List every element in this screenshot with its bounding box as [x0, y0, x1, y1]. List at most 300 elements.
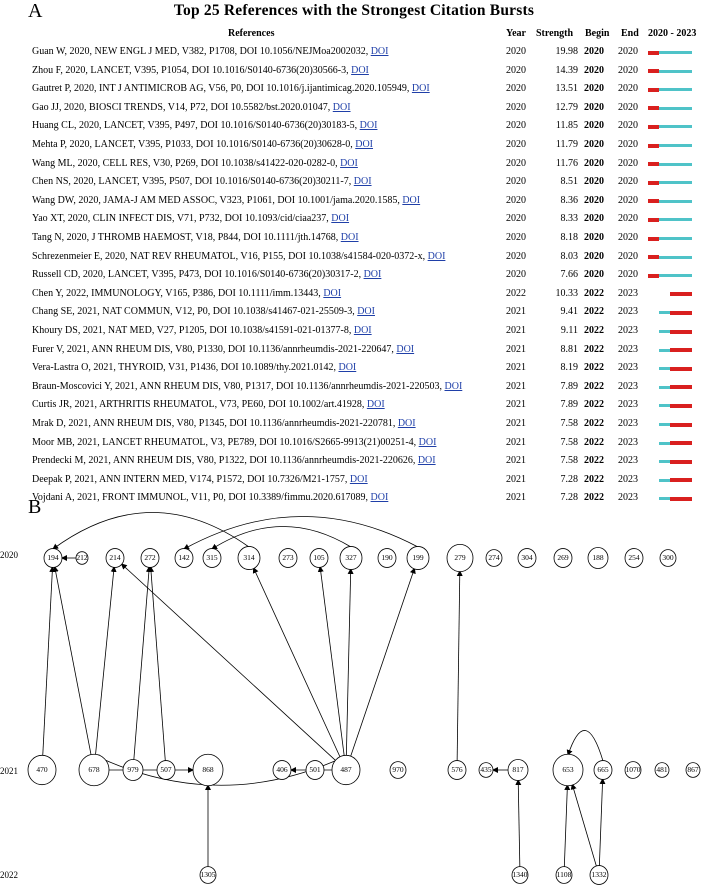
baseline-segment — [670, 107, 681, 110]
reference-text: Curtis JR, 2021, ARTHRITIS RHEUMATOL, V73, PE60, DOI 10.1002/art.41928, — [32, 399, 367, 411]
strength-cell: 7.58 — [560, 418, 578, 429]
burst-timeline — [648, 442, 692, 445]
baseline-segment — [670, 125, 681, 128]
end-cell: 2020 — [618, 176, 638, 188]
network-node — [508, 760, 528, 781]
network-node — [28, 755, 56, 784]
end-cell: 2023 — [618, 455, 638, 467]
doi-link[interactable]: DOI — [349, 473, 368, 485]
reference-cell — [32, 474, 368, 485]
node-label: 406 — [276, 765, 288, 775]
year-cell: 2021 — [506, 380, 526, 392]
table-row — [0, 340, 708, 360]
node-label: 1332 — [591, 870, 607, 880]
header-strength: Strength — [536, 28, 574, 39]
year-cell: 2020 — [506, 64, 526, 76]
node-label: 435 — [480, 765, 492, 775]
burst-timeline — [648, 349, 692, 352]
network-node — [594, 761, 612, 780]
reference-cell — [32, 139, 373, 150]
begin-cell: 2020 — [584, 101, 604, 113]
reference-text: Gautret P, 2020, INT J ANTIMICROB AG, V56, P0, DOI 10.1016/j.ijantimicag.2020.105949, — [32, 83, 412, 95]
burst-segment — [681, 367, 692, 371]
year-cell: 2020 — [506, 46, 526, 57]
baseline-segment — [659, 218, 670, 221]
burst-segment — [670, 423, 681, 427]
year-cell: 2022 — [506, 287, 526, 299]
year-cell: 2021 — [506, 306, 526, 318]
network-node — [44, 549, 62, 568]
table-row — [0, 172, 708, 192]
burst-segment — [681, 348, 692, 352]
reference-cell — [32, 46, 388, 57]
reference-text: Moor MB, 2021, LANCET RHEUMATOL, V3, PE789, DOI 10.1016/S2665-9913(21)00251-4, — [32, 436, 419, 448]
header-references: References — [228, 28, 275, 39]
burst-timeline — [648, 181, 692, 184]
reference-text: Yao XT, 2020, CLIN INFECT DIS, V71, P732, DOI 10.1093/cid/ciaa237, — [32, 213, 332, 225]
network-edge — [184, 516, 418, 549]
strength-cell: 12.79 — [555, 101, 578, 113]
node-label: 1340 — [512, 870, 528, 880]
reference-text: Mehta P, 2020, LANCET, V395, P1033, DOI 10.1016/S0140-6736(20)30628-0, — [32, 139, 356, 150]
network-node — [157, 761, 175, 780]
node-label: 304 — [521, 553, 533, 563]
network-node — [378, 549, 396, 568]
network-node — [279, 549, 297, 568]
node-label: 314 — [243, 553, 255, 563]
network-node — [390, 762, 406, 779]
network-edge — [151, 567, 166, 761]
network-node — [76, 552, 88, 565]
year-axis-label: 2021 — [0, 766, 18, 776]
table-row — [0, 451, 708, 471]
reference-cell — [32, 269, 381, 280]
baseline-segment — [681, 218, 692, 221]
baseline-segment — [670, 256, 681, 259]
baseline-segment — [659, 51, 670, 54]
burst-timeline — [648, 460, 692, 463]
end-cell: 2023 — [618, 380, 638, 392]
strength-cell: 9.41 — [560, 306, 578, 318]
reference-text: Tang N, 2020, J THROMB HAEMOST, V18, P844, DOI 10.1111/jth.14768, — [32, 232, 341, 243]
baseline-segment — [659, 423, 670, 426]
reference-cell — [32, 418, 416, 429]
burst-segment — [648, 125, 659, 129]
node-label: 817 — [512, 765, 524, 775]
node-label: 279 — [454, 553, 466, 563]
burst-segment — [648, 69, 659, 73]
doi-link[interactable]: DOI — [444, 380, 463, 392]
begin-cell: 2020 — [584, 64, 604, 76]
table-row — [0, 470, 708, 490]
burst-timeline — [648, 386, 692, 389]
reference-text: Wang DW, 2020, JAMA-J AM MED ASSOC, V323, P1061, DOI 10.1001/jama.2020.1585, — [32, 194, 403, 206]
begin-cell: 2022 — [584, 418, 604, 429]
strength-cell: 14.39 — [555, 64, 578, 76]
network-node — [686, 763, 700, 778]
node-label: 300 — [662, 553, 674, 563]
table-row — [0, 395, 708, 415]
node-label: 188 — [592, 553, 604, 563]
node-label: 273 — [282, 553, 294, 563]
baseline-segment — [670, 88, 681, 91]
doi-link[interactable]: DOI — [332, 101, 351, 113]
reference-text: Zhou F, 2020, LANCET, V395, P1054, DOI 10.1016/S0140-6736(20)30566-3, — [32, 64, 352, 76]
burst-segment — [648, 88, 659, 92]
end-cell: 2020 — [618, 120, 638, 132]
begin-cell: 2022 — [584, 362, 604, 374]
doi-link[interactable]: DOI — [351, 64, 369, 76]
node-label: 199 — [412, 553, 424, 563]
burst-timeline — [648, 88, 692, 91]
node-label: 272 — [144, 553, 156, 563]
network-node — [556, 867, 572, 884]
reference-text: Braun-Moscovici Y, 2021, ANN RHEUM DIS, V80, P1317, DOI 10.1136/annrheumdis-2021-220503, — [32, 380, 445, 392]
year-cell: 2021 — [506, 473, 526, 485]
doi-link[interactable]: DOI — [402, 194, 421, 206]
strength-cell: 7.58 — [560, 455, 578, 467]
baseline-segment — [670, 218, 681, 221]
reference-cell — [32, 306, 375, 317]
burst-segment — [681, 330, 692, 334]
year-cell: 2020 — [506, 176, 526, 188]
table-row — [0, 358, 708, 378]
network-edge — [95, 567, 114, 755]
burst-segment — [648, 274, 659, 278]
end-cell: 2023 — [618, 418, 638, 429]
baseline-segment — [659, 237, 670, 240]
doi-link[interactable]: DOI — [396, 343, 415, 355]
node-label: 315 — [206, 553, 218, 563]
network-edge — [572, 784, 596, 866]
begin-cell: 2022 — [584, 399, 604, 411]
baseline-segment — [659, 460, 670, 463]
year-cell: 2020 — [506, 139, 526, 150]
reference-cell — [32, 176, 372, 187]
strength-cell: 8.19 — [560, 362, 578, 374]
burst-segment — [648, 144, 659, 148]
reference-text: Wang ML, 2020, CELL RES, V30, P269, DOI 10.1038/s41422-020-0282-0, — [32, 157, 341, 169]
burst-segment — [681, 460, 692, 464]
burst-timeline — [648, 404, 692, 407]
baseline-segment — [670, 70, 681, 73]
network-edge — [43, 567, 53, 756]
doi-link[interactable]: DOI — [418, 436, 437, 448]
strength-cell: 10.33 — [555, 287, 578, 299]
strength-cell: 8.03 — [560, 250, 578, 262]
strength-cell: 19.98 — [555, 46, 578, 57]
year-cell: 2020 — [506, 120, 526, 132]
node-label: 142 — [178, 553, 190, 563]
end-cell: 2020 — [618, 101, 638, 113]
reference-cell — [32, 232, 359, 243]
doi-link[interactable]: DOI — [355, 139, 374, 150]
reference-text: Vera-Lastra O, 2021, THYROID, V31, P1436, DOI 10.1089/thy.2021.0142, — [32, 362, 339, 374]
strength-cell: 8.51 — [560, 176, 578, 188]
reference-text: Mrak D, 2021, ANN RHEUM DIS, V80, P1345, DOI 10.1136/annrheumdis-2021-220781, — [32, 418, 398, 429]
burst-segment — [681, 404, 692, 408]
doi-link[interactable]: DOI — [357, 306, 375, 318]
doi-link[interactable]: DOI — [427, 250, 446, 262]
burst-segment — [681, 385, 692, 389]
baseline-segment — [681, 256, 692, 259]
burst-timeline — [648, 125, 692, 128]
doi-link[interactable]: DOI — [338, 362, 357, 374]
burst-timeline — [648, 423, 692, 426]
node-label: 1108 — [556, 870, 572, 880]
year-cell: 2021 — [506, 436, 526, 448]
node-label: 327 — [345, 553, 357, 563]
reference-text: Russell CD, 2020, LANCET, V395, P473, DOI 10.1016/S0140-6736(20)30317-2, — [32, 269, 364, 281]
strength-cell: 7.66 — [560, 269, 578, 281]
strength-cell: 7.28 — [560, 492, 578, 504]
doi-link[interactable]: DOI — [323, 287, 342, 299]
network-edge — [212, 526, 351, 549]
end-cell: 2020 — [618, 194, 638, 206]
node-label: 470 — [36, 765, 48, 775]
doi-link[interactable]: DOI — [411, 83, 430, 95]
end-cell: 2020 — [618, 46, 638, 57]
network-node — [625, 762, 641, 779]
reference-text: Vojdani A, 2021, FRONT IMMUNOL, V11, P0, DOI 10.3389/fimmu.2020.617089, — [32, 492, 371, 504]
reference-cell — [32, 65, 369, 76]
table-row — [0, 209, 708, 229]
baseline-segment — [659, 386, 670, 389]
doi-link[interactable]: DOI — [353, 176, 372, 188]
network-node — [479, 763, 493, 778]
table-row — [0, 284, 708, 304]
baseline-segment — [670, 237, 681, 240]
header-timeline: 2020 - 2023 — [648, 28, 697, 39]
burst-segment — [648, 199, 659, 203]
reference-cell — [32, 195, 420, 206]
network-node — [660, 550, 676, 567]
baseline-segment — [659, 442, 670, 445]
node-label: 653 — [562, 765, 574, 775]
baseline-segment — [670, 51, 681, 54]
baseline-segment — [659, 163, 670, 166]
node-label: 254 — [628, 553, 640, 563]
burst-segment — [670, 330, 681, 334]
baseline-segment — [681, 144, 692, 147]
doi-link[interactable]: DOI — [370, 46, 389, 57]
burst-segment — [681, 441, 692, 445]
burst-timeline — [648, 70, 692, 73]
baseline-segment — [659, 181, 670, 184]
reference-text: Prendecki M, 2021, ANN RHEUM DIS, V80, P1322, DOI 10.1136/annrheumdis-2021-220626, — [32, 455, 418, 467]
begin-cell: 2022 — [584, 436, 604, 448]
burst-segment — [670, 292, 681, 296]
strength-cell: 9.11 — [560, 325, 578, 336]
network-node — [512, 867, 528, 884]
baseline-segment — [659, 70, 670, 73]
doi-link[interactable]: DOI — [331, 213, 350, 225]
end-cell: 2023 — [618, 362, 638, 374]
chart-title: Top 25 References with the Strongest Citation Bursts — [173, 2, 535, 19]
begin-cell: 2020 — [584, 232, 604, 243]
doi-link[interactable]: DOI — [370, 492, 389, 504]
node-label: 1305 — [200, 870, 216, 880]
strength-cell: 8.18 — [560, 232, 578, 243]
reference-cell — [32, 399, 385, 410]
strength-cell: 7.89 — [560, 399, 578, 411]
burst-segment — [648, 162, 659, 166]
baseline-segment — [670, 181, 681, 184]
burst-timeline — [648, 163, 692, 166]
baseline-segment — [659, 349, 670, 352]
node-label: 576 — [451, 765, 463, 775]
baseline-segment — [659, 144, 670, 147]
end-cell: 2020 — [618, 250, 638, 262]
burst-timeline — [648, 293, 692, 296]
baseline-segment — [681, 274, 692, 277]
strength-cell: 8.81 — [560, 343, 578, 355]
table-row — [0, 42, 708, 62]
year-cell: 2021 — [506, 362, 526, 374]
network-node — [447, 544, 473, 571]
co-citation-network — [0, 500, 708, 896]
network-node — [123, 760, 143, 781]
table-row — [0, 61, 708, 81]
header-year: Year — [506, 28, 526, 39]
baseline-segment — [681, 70, 692, 73]
end-cell: 2023 — [618, 306, 638, 318]
year-cell: 2021 — [506, 492, 526, 504]
year-cell: 2021 — [506, 325, 526, 336]
baseline-segment — [681, 88, 692, 91]
reference-text: Khoury DS, 2021, NAT MED, V27, P1205, DOI 10.1038/s41591-021-01377-8, — [32, 325, 354, 336]
begin-cell: 2022 — [584, 343, 604, 355]
network-node — [79, 754, 109, 786]
node-label: 274 — [488, 553, 500, 563]
baseline-segment — [659, 330, 670, 333]
header-begin: Begin — [585, 28, 610, 39]
network-node — [306, 761, 324, 780]
doi-link[interactable]: DOI — [340, 157, 358, 169]
panel-b-label: B — [28, 496, 42, 518]
year-axis-label: 2022 — [0, 870, 18, 880]
node-label: 678 — [88, 765, 100, 775]
begin-cell: 2020 — [584, 139, 604, 150]
node-label: 214 — [109, 553, 121, 563]
table-row — [0, 321, 708, 341]
begin-cell: 2022 — [584, 380, 604, 392]
burst-segment — [648, 106, 659, 110]
reference-text: Chen NS, 2020, LANCET, V395, P507, DOI 10.1016/S0140-6736(20)30211-7, — [32, 176, 354, 188]
network-edge — [55, 567, 91, 755]
burst-segment — [670, 460, 681, 464]
baseline-segment — [659, 404, 670, 407]
reference-cell — [32, 288, 341, 299]
end-cell: 2020 — [618, 64, 638, 76]
doi-link[interactable]: DOI — [353, 325, 372, 336]
baseline-segment — [670, 144, 681, 147]
baseline-segment — [670, 163, 681, 166]
doi-link[interactable]: DOI — [397, 418, 416, 429]
strength-cell: 11.85 — [555, 120, 578, 132]
doi-link[interactable]: DOI — [417, 455, 436, 467]
network-node — [193, 754, 223, 786]
doi-link[interactable]: DOI — [359, 120, 378, 132]
year-cell: 2020 — [506, 213, 526, 225]
burst-timeline — [648, 311, 692, 314]
table-row — [0, 265, 708, 285]
end-cell: 2020 — [618, 232, 638, 243]
doi-link[interactable]: DOI — [366, 399, 385, 411]
burst-timeline — [648, 107, 692, 110]
burst-segment — [648, 237, 659, 241]
node-label: 665 — [597, 765, 609, 775]
reference-text: Deepak P, 2021, ANN INTERN MED, V174, P1572, DOI 10.7326/M21-1757, — [32, 473, 350, 485]
burst-timeline — [648, 274, 692, 277]
reference-cell — [32, 213, 349, 224]
network-node — [588, 548, 608, 569]
network-node — [407, 546, 429, 569]
burst-timeline — [648, 200, 692, 203]
reference-text: Gao JJ, 2020, BIOSCI TRENDS, V14, P72, DOI 10.5582/bst.2020.01047, — [32, 101, 333, 113]
table-row — [0, 228, 708, 248]
burst-timeline — [648, 51, 692, 54]
network-edge — [254, 568, 341, 757]
node-label: 970 — [392, 765, 404, 775]
burst-timeline — [648, 256, 692, 259]
year-axis-label: 2020 — [0, 550, 18, 560]
baseline-segment — [659, 274, 670, 277]
network-edge — [351, 568, 415, 756]
burst-segment — [670, 311, 681, 315]
network-node — [486, 550, 502, 567]
year-cell: 2020 — [506, 157, 526, 169]
end-cell: 2020 — [618, 139, 638, 150]
begin-cell: 2020 — [584, 176, 604, 188]
burst-timeline — [648, 479, 692, 482]
baseline-segment — [659, 200, 670, 203]
year-cell: 2020 — [506, 250, 526, 262]
reference-cell — [32, 437, 436, 448]
network-node — [655, 763, 669, 778]
begin-cell: 2020 — [584, 120, 604, 132]
strength-cell: 7.89 — [560, 380, 578, 392]
doi-link[interactable]: DOI — [363, 269, 382, 281]
reference-cell — [32, 362, 356, 373]
table-row — [0, 247, 708, 267]
burst-segment — [670, 367, 681, 371]
begin-cell: 2022 — [584, 306, 604, 318]
baseline-segment — [659, 107, 670, 110]
year-cell: 2021 — [506, 455, 526, 467]
strength-cell: 8.36 — [560, 194, 578, 206]
node-label: 1070 — [625, 765, 641, 775]
network-node — [141, 549, 159, 568]
table-row — [0, 377, 708, 397]
reference-cell — [32, 344, 414, 355]
node-label: 979 — [127, 765, 139, 775]
year-cell: 2020 — [506, 269, 526, 281]
burst-segment — [670, 348, 681, 352]
end-cell: 2020 — [618, 269, 638, 281]
begin-cell: 2022 — [584, 492, 604, 504]
network-edge — [320, 567, 344, 756]
year-cell: 2020 — [506, 194, 526, 206]
begin-cell: 2020 — [584, 83, 604, 95]
burst-segment — [670, 478, 681, 482]
reference-cell — [32, 102, 351, 113]
begin-cell: 2022 — [584, 473, 604, 485]
node-label: 868 — [202, 765, 214, 775]
burst-timeline — [648, 367, 692, 370]
doi-link[interactable]: DOI — [340, 232, 359, 243]
network-node — [200, 867, 216, 884]
